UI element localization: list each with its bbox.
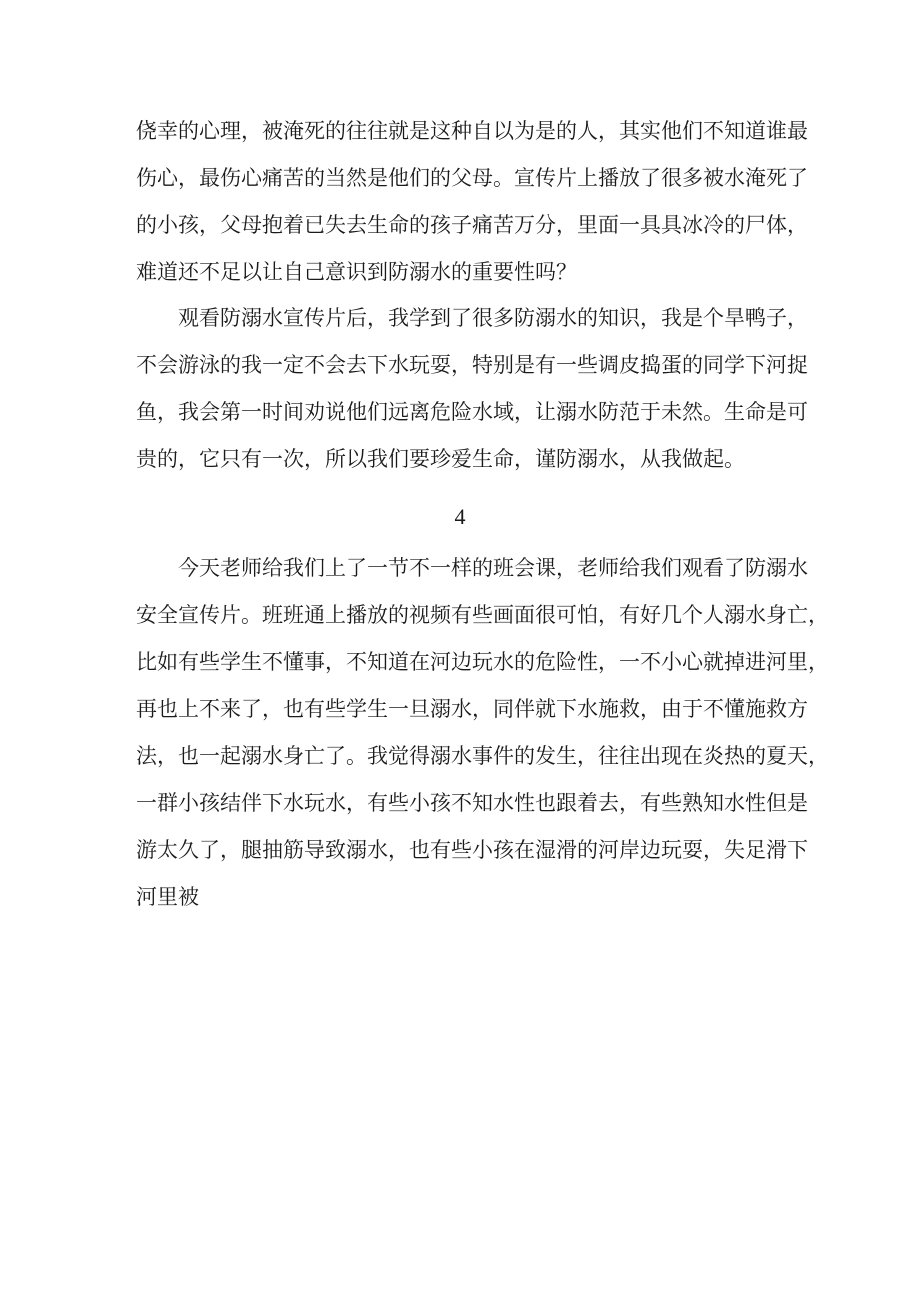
paragraph-3-line-2: 安全宣传片。班班通上播放的视频有些画面很可怕，有好几个人溺水身亡， [136,603,829,627]
paragraph-3 [136,545,829,921]
paragraph-2-line-3: 鱼，我会第一时间劝说他们远离危险水域，让溺水防范于未然。生命是可 [136,400,808,424]
paragraph-3-line-8: 河里被 [136,885,199,909]
paragraph-2-line-4: 贵的，它只有一次，所以我们要珍爱生命，谨防溺水，从我做起。 [136,447,745,471]
paragraph-1-line-4: 难道还不足以让自己意识到防溺水的重要性吗？ [136,260,577,284]
paragraph-1-line-1: 侥幸的心理，被淹死的往往就是这种自以为是的人，其实他们不知道谁最 [136,119,808,143]
paragraph-2-line-1: 观看防溺水宣传片后，我学到了很多防溺水的知识，我是个旱鸭子， [178,306,808,330]
paragraph-1-line-2: 伤心，最伤心痛苦的当然是他们的父母。宣传片上播放了很多被水淹死了 [136,166,808,190]
paragraph-3-line-4: 再也上不来了，也有些学生一旦溺水，同伴就下水施救，由于不懂施救方 [136,697,808,721]
paragraph-1-line-3: 的小孩，父母抱着已失去生命的孩子痛苦万分，里面一具具冰冷的尸体， [136,213,808,237]
section-number: 4 [454,504,466,529]
paragraph-2 [136,295,808,483]
paragraph-1 [136,108,808,296]
paragraph-2-line-2: 不会游泳的我一定不会去下水玩耍，特别是有一些调皮捣蛋的同学下河捉 [136,353,808,377]
paragraph-3-line-6: 一群小孩结伴下水玩水，有些小孩不知水性也跟着去，有些熟知水性但是 [136,791,808,815]
paragraph-3-line-3: 比如有些学生不懂事，不知道在河边玩水的危险性，一不小心就掉进河里， [136,650,829,674]
paragraph-3-line-1: 今天老师给我们上了一节不一样的班会课，老师给我们观看了防溺水 [178,556,808,580]
paragraph-3-line-5: 法，也一起溺水身亡了。我觉得溺水事件的发生，往往出现在炎热的夏天， [136,744,829,768]
paragraph-3-line-7: 游太久了，腿抽筋导致溺水，也有些小孩在湿滑的河岸边玩耍，失足滑下 [136,838,808,862]
